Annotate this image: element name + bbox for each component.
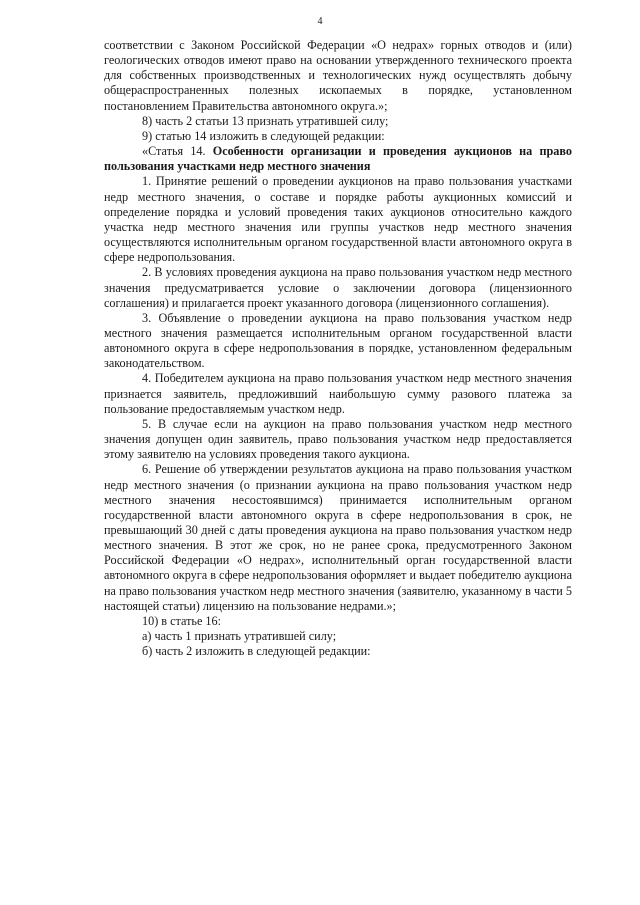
article-14-part-3: 3. Объявление о проведении аукциона на право пользования участком недр местного значения размещается исполнительным органом государственной власти автономного округа в сфере недропользования в порядке, установленном федеральным законодательством. — [104, 310, 572, 371]
article-14-part-1: 1. Принятие решений о проведении аукционов на право пользования участками недр местного значения, о составе и порядке работы аукционных комиссий и определение порядка и условий проведения таких аукционов относительно каждого участка недр местного значения или группы участков недр местного значения осуществляются исполнительным органом государственной власти автономного округа в сфере недропользования. — [104, 174, 572, 265]
document-body — [104, 38, 572, 659]
paragraph-continuation: соответствии с Законом Российской Федерации «О недрах» горных отводов и (или) геологических отводов имеют право на основании утвержденного технического проекта для собственных производственных и технологических нужд осуществлять добычу общераспространенных полезных ископаемых в порядке, установленном постановлением Правительства автономного округа.»; — [104, 38, 572, 113]
article-14-title: Особенности организации и проведения аукционов на право пользования участками недр местного значения — [104, 144, 572, 174]
paragraph-item-8: 8) часть 2 статьи 13 признать утратившей силу; — [142, 113, 389, 128]
article-14-part-5: 5. В случае если на аукцион на право пользования участком недр местного значения допущен один заявитель, право пользования участком недр предоставляется этому заявителю на условиях проведения такого аукциона. — [104, 416, 572, 462]
article-14-label: «Статья 14. — [142, 144, 213, 159]
article-14-part-6: 6. Решение об утверждении результатов аукциона на право пользования участком недр местного значения (о признании аукциона на право пользования участком недр местного значения несостоявшимся) принимается исполнительным органом государственной власти автономного округа в сфере недропользования в срок, не превышающий 30 дней с даты проведения аукциона на право пользования участком недр местного значения. В этот же срок, но не ранее срока, предусмотренного Законом Российской Федерации «О недрах», исполнительный орган государственной власти автономного округа в сфере недропользования оформляет и выдает победителю аукциона на право пользования участком недр местного значения (заявителю, указанному в части 5 настоящей статьи) лицензию на пользование недрами.»; — [104, 462, 572, 613]
article-14-part-4: 4. Победителем аукциона на право пользования участком недр местного значения признается заявитель, предложивший наибольшую сумму разового платежа за пользование предоставляемым участком недр. — [104, 371, 572, 416]
article-14-part-2: 2. В условиях проведения аукциона на право пользования участком недр местного значения предусматривается условие о заключении договора (лицензионного соглашения) и прилагается проект указанного договора (лицензионного соглашения). — [104, 265, 572, 310]
page-number: 4 — [317, 16, 323, 27]
paragraph-item-10: 10) в статье 16: — [142, 613, 221, 628]
paragraph-item-10b: б) часть 2 изложить в следующей редакции: — [142, 644, 371, 659]
paragraph-item-10a: а) часть 1 признать утратившей силу; — [142, 629, 337, 644]
article-14-heading — [104, 144, 572, 174]
paragraph-item-9: 9) статью 14 изложить в следующей редакции: — [142, 128, 385, 143]
